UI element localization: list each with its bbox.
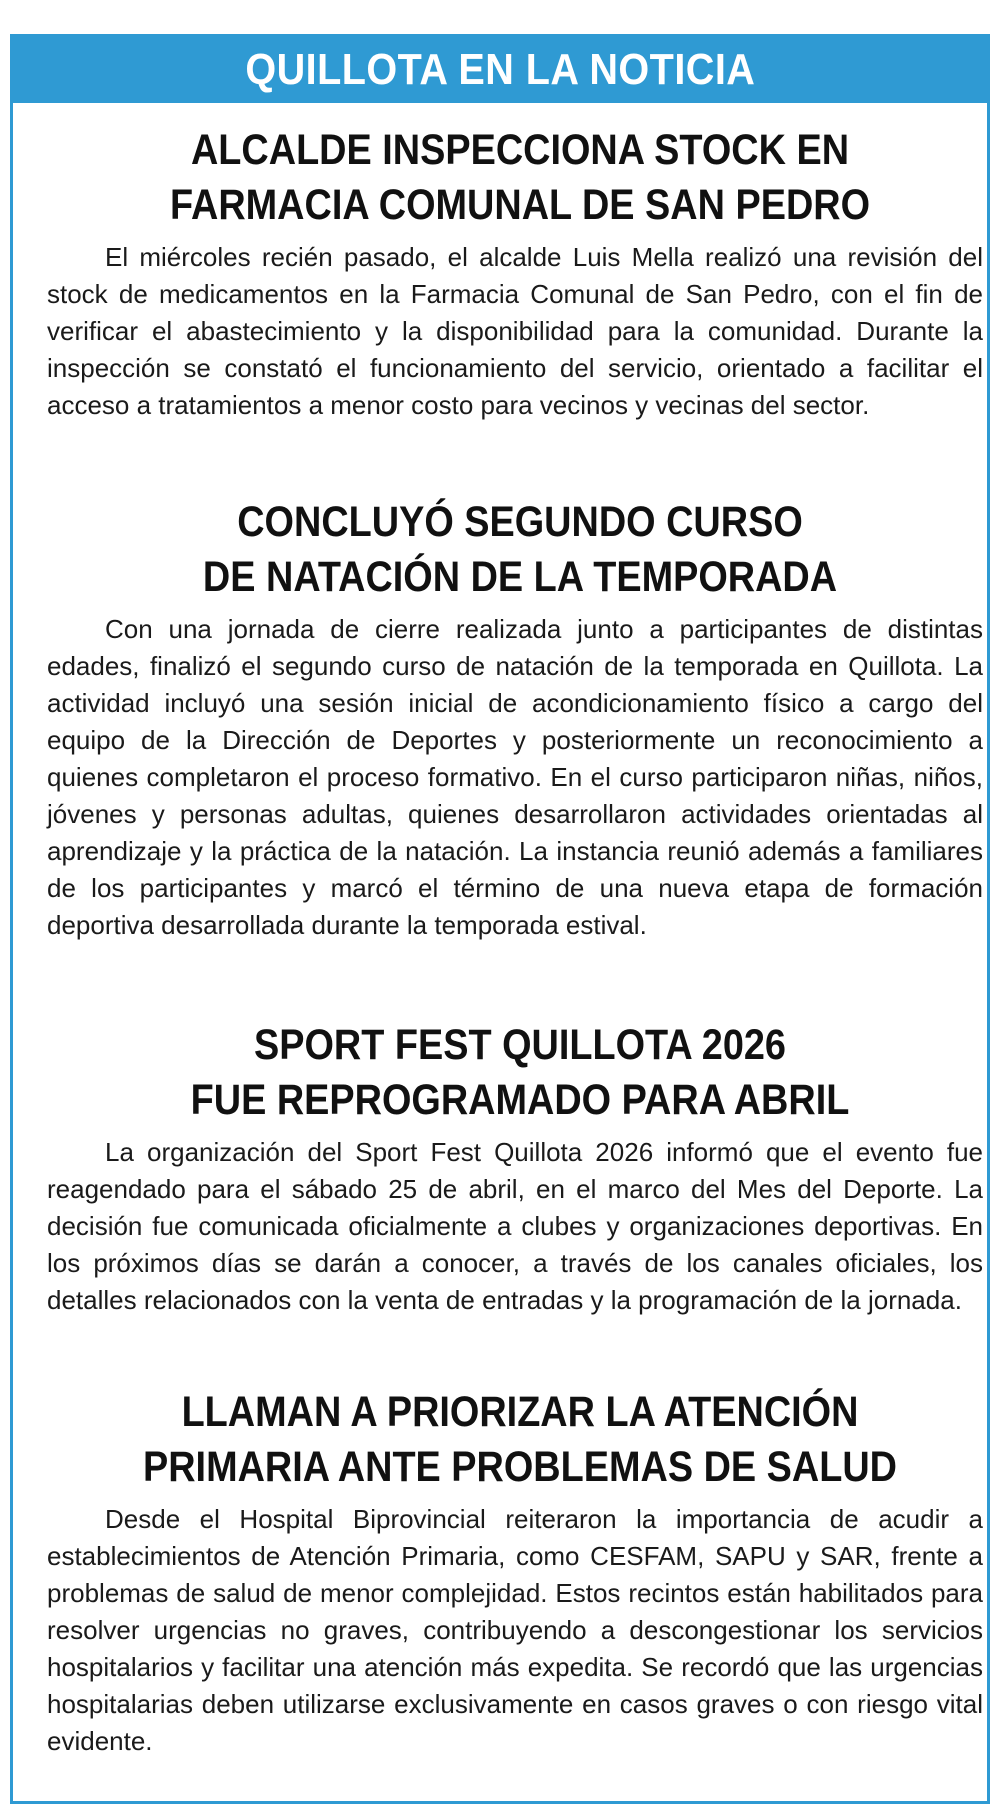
news-section-frame bbox=[10, 34, 990, 1804]
headline-line: PRIMARIA ANTE PROBLEMAS DE SALUD bbox=[142, 1443, 898, 1491]
article-primary-care bbox=[47, 1385, 993, 1760]
article-body: Desde el Hospital Biprovincial reiteraron la importancia de acudir a establecimientos de Atención Primaria, como CESFAM, SAPU y SAR, frente a problemas de salud de menor complejidad. Estos recintos están habilitados para resolver urgencias no graves, contribuyendo a descongestionar los servicios hospitalarios y facilitar una atención más expedita. Se recordó que las urgencias hospitalarias deben utilizarse exclusivamente en casos graves o con riesgo vital evidente. bbox=[47, 1504, 983, 1756]
article-headline bbox=[104, 1018, 936, 1128]
article-headline bbox=[104, 1385, 936, 1495]
article-body: El miércoles recién pasado, el alcalde Luis Mella realizó una revisión del stock de medicamentos en la Farmacia Comunal de San Pedro, con el fin de verificar el abastecimiento y la disponibilidad para la comunidad. Durante la inspección se constató el funcionamiento del servicio, orientado a facilitar el acceso a tratamientos a menor costo para vecinos y vecinas del sector. bbox=[47, 242, 983, 420]
headline-line: CONCLUYÓ SEGUNDO CURSO bbox=[237, 498, 803, 546]
section-banner bbox=[13, 37, 987, 103]
article-body: Con una jornada de cierre realizada junto a participantes de distintas edades, finalizó el segundo curso de natación de la temporada en Quillota. La actividad incluyó una sesión inicial de acondicionamiento físico a cargo del equipo de la Dirección de Deportes y posteriormente un reconocimiento a quienes completaron el proceso formativo. En el curso participaron niñas, niños, jóvenes y personas adultas, quienes desarrollaron actividades orientadas al aprendizaje y la práctica de la natación. La instancia reunió además a familiares de los participantes y marcó el término de una nueva etapa de formación deportiva desarrollada durante la temporada estival. bbox=[47, 614, 983, 940]
headline-line: SPORT FEST QUILLOTA 2026 bbox=[254, 1021, 786, 1069]
article-body: La organización del Sport Fest Quillota 2026 informó que el evento fue reagendado para el sábado 25 de abril, en el marco del Mes del Deporte. La decisión fue comunicada oficialmente a clubes y organizaciones deportivas. En los próximos días se darán a conocer, a través de los canales oficiales, los detalles relacionados con la venta de entradas y la programación de la jornada. bbox=[47, 1137, 983, 1315]
section-title: QUILLOTA EN LA NOTICIA bbox=[245, 45, 755, 94]
headline-line: FARMACIA COMUNAL DE SAN PEDRO bbox=[169, 181, 871, 229]
article-swimming-course bbox=[47, 495, 993, 944]
headline-line: FUE REPROGRAMADO PARA ABRIL bbox=[190, 1076, 850, 1124]
article-headline bbox=[104, 495, 936, 605]
article-sport-fest bbox=[47, 1018, 993, 1319]
headline-line: LLAMAN A PRIORIZAR LA ATENCIÓN bbox=[181, 1388, 859, 1436]
headline-line: ALCALDE INSPECCIONA STOCK EN bbox=[190, 126, 850, 174]
article-pharmacy-inspection bbox=[47, 123, 993, 424]
headline-line: DE NATACIÓN DE LA TEMPORADA bbox=[202, 553, 838, 601]
article-headline bbox=[104, 123, 936, 233]
